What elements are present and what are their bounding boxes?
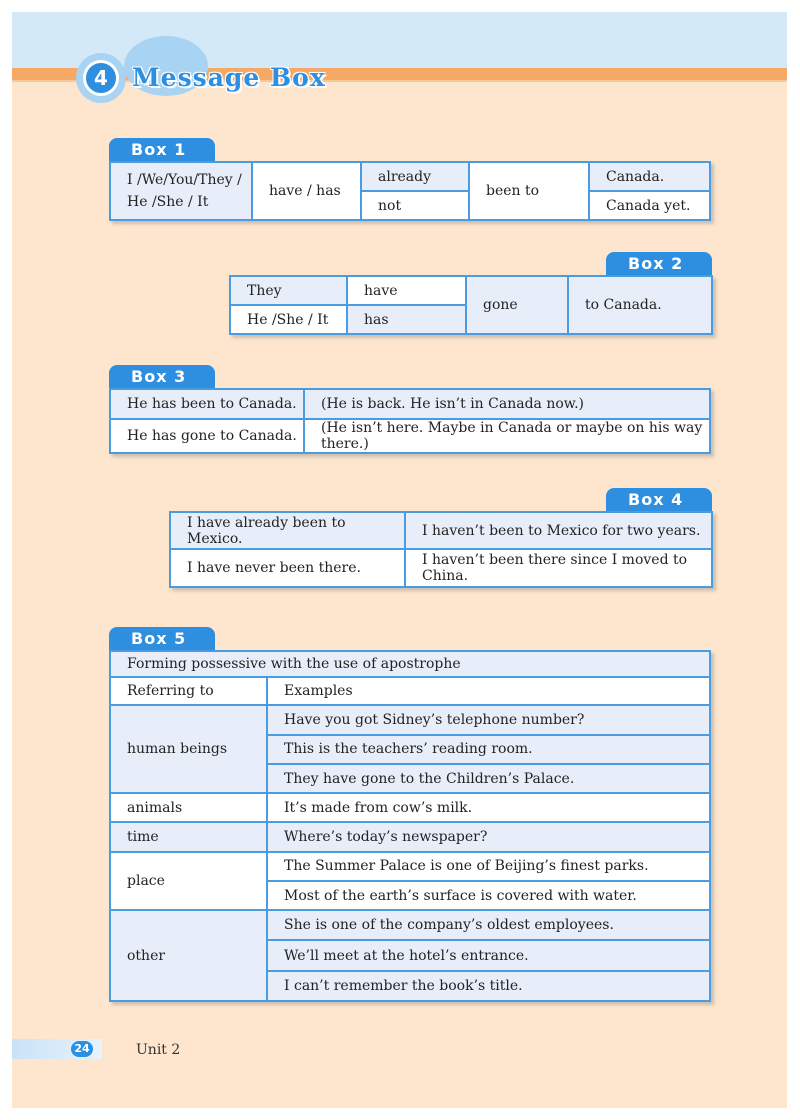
unit-label: Unit 2 (136, 1042, 181, 1058)
box1-subject: I /We/You/They / He /She / It (110, 162, 252, 220)
box4-right-1: I haven’t been to Mexico for two years. (405, 512, 712, 549)
page-number: 24 (71, 1041, 93, 1057)
box1-been-to: been to (469, 162, 589, 220)
box5-example: This is the teachers’ reading room. (267, 735, 710, 764)
box1-place2: Canada yet. (589, 191, 710, 220)
box3-tab: Box 3 (109, 365, 215, 389)
box2-aux1: have (347, 276, 466, 305)
box5-example: Have you got Sidney’s telephone number? (267, 705, 710, 734)
box2-tab: Box 2 (606, 252, 712, 276)
box5-example: The Summer Palace is one of Beijing’s finest parks. (267, 852, 710, 881)
box1-not: not (361, 191, 469, 220)
box3-sentence-2: He has gone to Canada. (110, 419, 304, 453)
page (12, 12, 787, 1108)
box5-example: We’ll meet at the hotel’s entrance. (267, 940, 710, 970)
box5-example: I can’t remember the book’s title. (267, 971, 710, 1001)
box5-group-label: human beings (110, 705, 267, 793)
box5-example: It’s made from cow’s milk. (267, 793, 710, 822)
box5-group-label: other (110, 910, 267, 1001)
box4-table (169, 511, 713, 588)
box1-already: already (361, 162, 469, 191)
box3-note-1: (He is back. He isn’t in Canada now.) (304, 389, 710, 419)
box5-example: They have gone to the Children’s Palace. (267, 764, 710, 793)
box3-table (109, 388, 711, 454)
box5-example: She is one of the company’s oldest employees. (267, 910, 710, 940)
box1-place1: Canada. (589, 162, 710, 191)
box5-group-label: animals (110, 793, 267, 822)
box5-group-label: place (110, 852, 267, 911)
box4-tab: Box 4 (606, 488, 712, 512)
box5-col-examples: Examples (267, 677, 710, 705)
box5-example: Most of the earth’s surface is covered with water. (267, 881, 710, 910)
box2-table (229, 275, 713, 335)
box5-example: Where’s today’s newspaper? (267, 822, 710, 851)
box5-tab: Box 5 (109, 627, 215, 651)
box4-left-2: I have never been there. (170, 549, 405, 587)
box1-tab: Box 1 (109, 138, 215, 162)
section-number: 4 (83, 60, 119, 96)
box3-sentence-1: He has been to Canada. (110, 389, 304, 419)
box2-aux2: has (347, 305, 466, 334)
box3-note-2: (He isn’t here. Maybe in Canada or maybe on his way there.) (304, 419, 710, 453)
box4-right-2: I haven’t been there since I moved to China. (405, 549, 712, 587)
box4-left-1: I have already been to Mexico. (170, 512, 405, 549)
box1-verb: have / has (252, 162, 361, 220)
box5-col-referring: Referring to (110, 677, 267, 705)
box5-heading: Forming possessive with the use of apostrophe (110, 651, 710, 677)
box2-verb: gone (466, 276, 568, 334)
box2-place: to Canada. (568, 276, 712, 334)
box1-table (109, 161, 711, 221)
box5-table (109, 650, 711, 1002)
box2-subject1: They (230, 276, 347, 305)
box2-subject2: He /She / It (230, 305, 347, 334)
page-title: Message Box (132, 63, 326, 92)
box5-group-label: time (110, 822, 267, 851)
